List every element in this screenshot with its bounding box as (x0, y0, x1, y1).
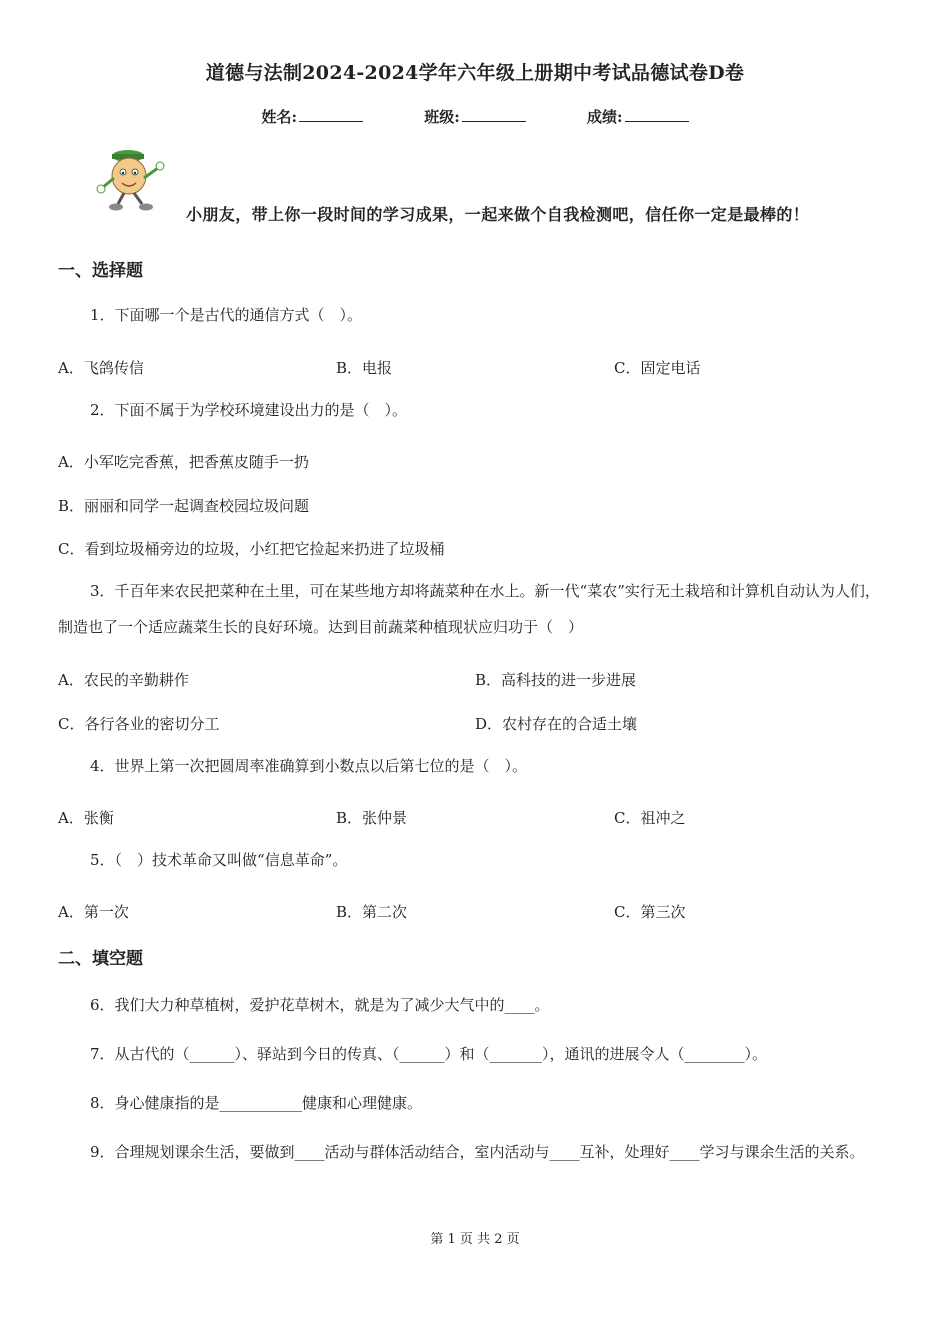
question-5: 5．（ ）技术革命又叫做“信息革命”。 (90, 851, 348, 869)
question-2: 2．下面不属于为学校环境建设出力的是（ ）。 (90, 401, 408, 419)
name-blank (299, 107, 363, 122)
score-field (587, 106, 689, 127)
greeting-text: 小朋友，带上你一段时间的学习成果，一起来做个自我检测吧，信任你一定是最棒的！ (186, 205, 810, 224)
score-label: 成绩: (587, 108, 623, 126)
score-blank (625, 107, 689, 122)
q1-option-a: A．飞鸽传信 (58, 359, 144, 377)
q3-option-c: C．各行各业的密切分工 (58, 715, 220, 733)
q2-option-a: A．小军吃完香蕉，把香蕉皮随手一扔 (58, 453, 309, 471)
q2-option-b: B．丽丽和同学一起调查校园垃圾问题 (58, 497, 310, 515)
q1-option-c: C．固定电话 (614, 359, 701, 377)
question-3: 3．千百年来农民把菜种在土里，可在某些地方却将蔬菜种在水上。新一代“菜农”实行无土栽培和计算机自动认为人们，制造也了一个适应蔬菜生长的良好环境。达到目前蔬菜种植现状应归功于（ ） (58, 582, 880, 636)
question-6: 6．我们大力种草植树，爱护花草树木，就是为了减少大气中的____。 (90, 996, 550, 1014)
question-9: 9．合理规划课余生活，要做到____活动与群体活动结合，室内活动与____互补，处理好____学习与课余生活的关系。 (90, 1143, 865, 1161)
q4-option-c: C．祖冲之 (614, 809, 686, 827)
class-label: 班级: (424, 108, 460, 126)
mascot-illustration (94, 148, 176, 214)
q3-option-b: B．高科技的进一步进展 (475, 671, 637, 689)
name-label: 姓名: (261, 108, 297, 126)
name-field (261, 106, 363, 127)
page-title: 道德与法制2024-2024学年六年级上册期中考试品德试卷D卷 (205, 62, 745, 84)
q1-option-b: B．电报 (336, 359, 393, 377)
q5-option-b: B．第二次 (336, 903, 408, 921)
q5-option-a: A．第一次 (58, 903, 129, 921)
question-1: 1．下面哪一个是古代的通信方式（ ）。 (90, 306, 363, 324)
question-8: 8．身心健康指的是___________健康和心理健康。 (90, 1094, 423, 1112)
class-field (424, 106, 526, 127)
q5-option-c: C．第三次 (614, 903, 686, 921)
q3-option-a: A．农民的辛勤耕作 (58, 671, 189, 689)
q2-option-c: C．看到垃圾桶旁边的垃圾，小红把它捡起来扔进了垃圾桶 (58, 540, 445, 558)
student-info-row (0, 106, 950, 127)
section-heading-fill: 二、填空题 (58, 949, 143, 969)
page-footer: 第 1 页 共 2 页 (430, 1232, 520, 1247)
q4-option-a: A．张衡 (58, 809, 114, 827)
q3-option-d: D．农村存在的合适土壤 (475, 715, 638, 733)
section-heading-choice: 一、选择题 (58, 261, 143, 281)
question-4: 4．世界上第一次把圆周率准确算到小数点以后第七位的是（ ）。 (90, 757, 528, 775)
class-blank (462, 107, 526, 122)
question-7: 7．从古代的（______）、驿站到今日的传真、（______）和（_______），通讯的进展令人（________）。 (90, 1045, 768, 1063)
q4-option-b: B．张仲景 (336, 809, 408, 827)
